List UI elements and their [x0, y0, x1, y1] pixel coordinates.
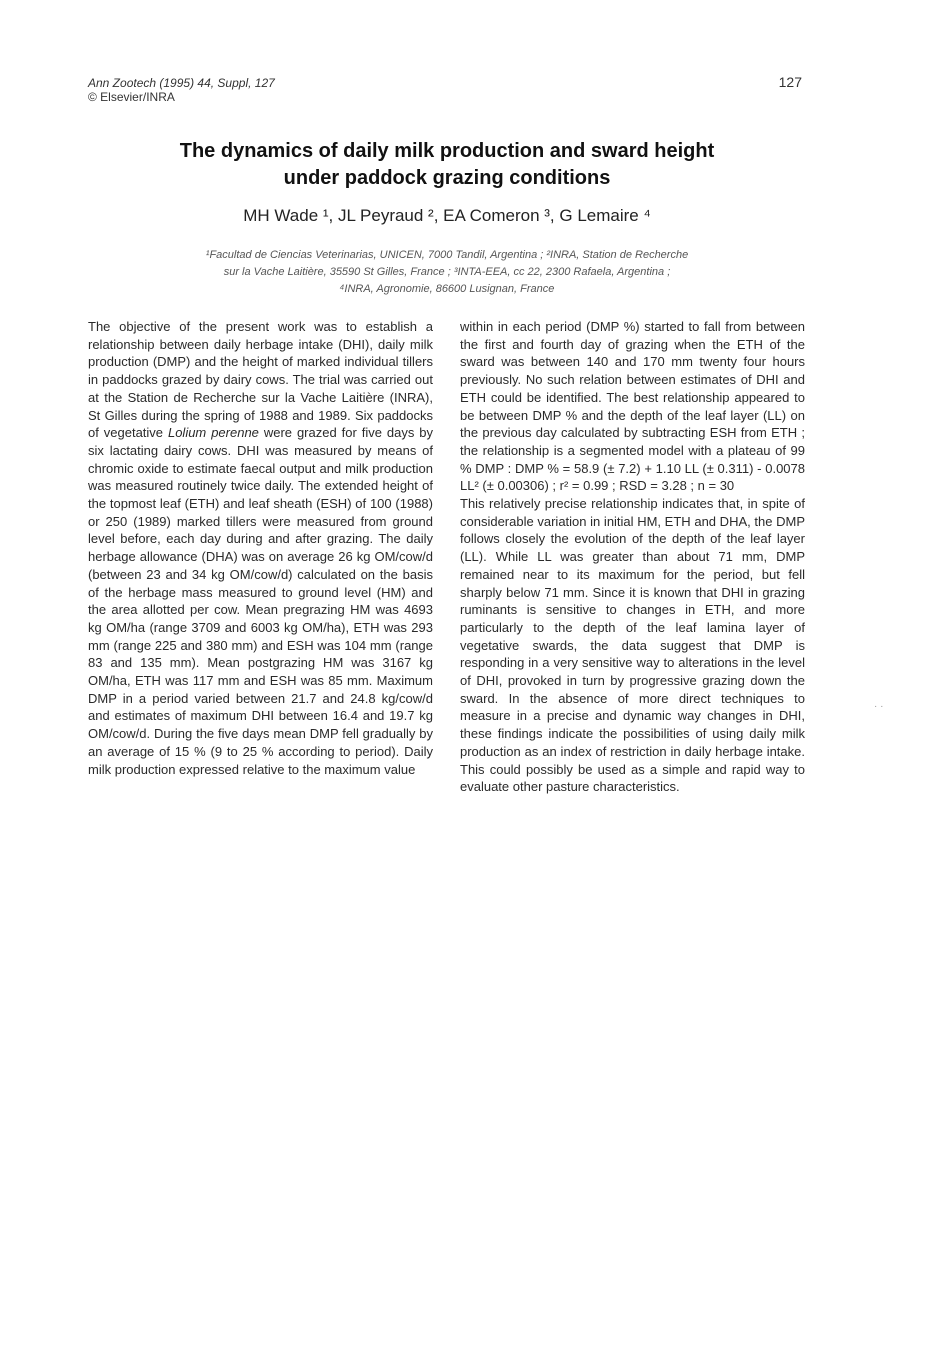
- affiliations: [100, 247, 794, 298]
- article-title: [88, 138, 806, 192]
- body-text: were grazed for five days by six lactating dairy cows. DHI was measured by means of chromic oxide to estimate faecal output and milk production was measured routinely twice daily. The extended height of the topmost leaf (ETH) and leaf sheath (ESH) of 100 (1988) or 250 (1989) marked tillers were measured from ground level before, each day during and after grazing. The daily herbage allowance (DHA) was on average 26 kg OM/cow/d (between 23 and 34 kg OM/cow/d) calculated on the basis of the herbage mass measured to ground level (HM) and the area allotted per cow. Mean pregrazing HM was 4693 kg OM/ha (range 3709 and 6003 kg OM/ha), ETH was 293 mm (range 225 and 380 mm) and ESH was 104 mm (range 83 and 135 mm). Mean postgrazing HM was 3167 kg OM/ha, ETH was 117 mm and ESH was 85 mm. Maximum DMP in a period varied between 21.7 and 24.8 kg/cow/d and estimates of maximum DHI between 16.4 and 19.7 kg OM/cow/d. During the five days mean DMP fell gradually by an average of 15 % (9 to 25 % according to period). Daily milk production expressed relative to the maximum value: [88, 425, 433, 777]
- body-text: The objective of the present work was to establish a relationship between daily herbage intake (DHI), daily milk production (DMP) and the height of marked individual tillers in paddocks grazed by dairy cows. The trial was carried out at the Station de Recherche sur la Vache Laitière (INRA), St Gilles during the spring of 1988 and 1989. Six paddocks of vegetative: [88, 319, 433, 441]
- page-number: 127: [778, 74, 802, 90]
- title-line-1: The dynamics of daily milk production and sward height: [179, 140, 715, 162]
- scan-artifact: · ·: [874, 701, 884, 712]
- title-line-2: under paddock grazing conditions: [283, 167, 611, 189]
- body-column-left: [88, 318, 433, 778]
- affiliation-line-2: sur la Vache Laitière, 35590 St Gilles, France ; ³INTA-EEA, cc 22, 2300 Rafaela, Argentina ;: [223, 266, 671, 278]
- body-paragraph: This relatively precise relationship indicates that, in spite of considerable variation in initial HM, ETH and DHA, the DMP follows closely the evolution of the depth of the leaf layer (LL). While LL was greater than about 71 mm, DMP remained near to its maximum for the period, but fell sharply below 71 mm. Since it is known that DHI in grazing ruminants is sensitive to changes in ETH, and more particularly to the depth of the leaf lamina layer of vegetative swards, the data suggest that DMP is responding in a very sensitive way to alterations in the level of DHI, provoked in turn by progressive grazing down the sward. In the absence of more direct techniques to measure in a precise and dynamic way changes in DHI, these findings indicate the possibilities of using daily milk production as an index of restriction in daily herbage intake. This could possibly be used as a simple and rapid way to evaluate other pasture characteristics.: [460, 496, 805, 795]
- journal-citation: [88, 76, 275, 104]
- body-paragraph: [88, 318, 433, 778]
- affiliation-line-1: ¹Facultad de Ciencias Veterinarias, UNICEN, 7000 Tandil, Argentina ; ²INRA, Station de Recherche: [205, 249, 689, 261]
- journal-reference: Ann Zootech (1995) 44, Suppl, 127: [88, 76, 275, 90]
- body-paragraph: within in each period (DMP %) started to fall from between the first and fourth day of grazing when the ETH of the sward was between 140 and 170 mm twenty four hours previously. No such relation between estimates of DHI and ETH could be identified. The best relationship appeared to be between DMP % and the depth of the leaf layer (LL) on the previous day calculated by subtracting ESH from ETH ; the relationship is a segmented model with a plateau of 99 % DMP : DMP % = 58.9 (± 7.2) + 1.10 LL (± 0.311) - 0.0078 LL² (± 0.00306) ; r² = 0.99 ; RSD = 3.28 ; n = 30: [460, 319, 805, 494]
- body-column-right: [460, 318, 805, 796]
- author-list: MH Wade ¹, JL Peyraud ², EA Comeron ³, G Lemaire ⁴: [243, 206, 651, 225]
- affiliation-line-3: ⁴INRA, Agronomie, 86600 Lusignan, France: [339, 283, 555, 295]
- species-name: Lolium perenne: [167, 425, 259, 441]
- copyright-notice: © Elsevier/INRA: [88, 90, 175, 104]
